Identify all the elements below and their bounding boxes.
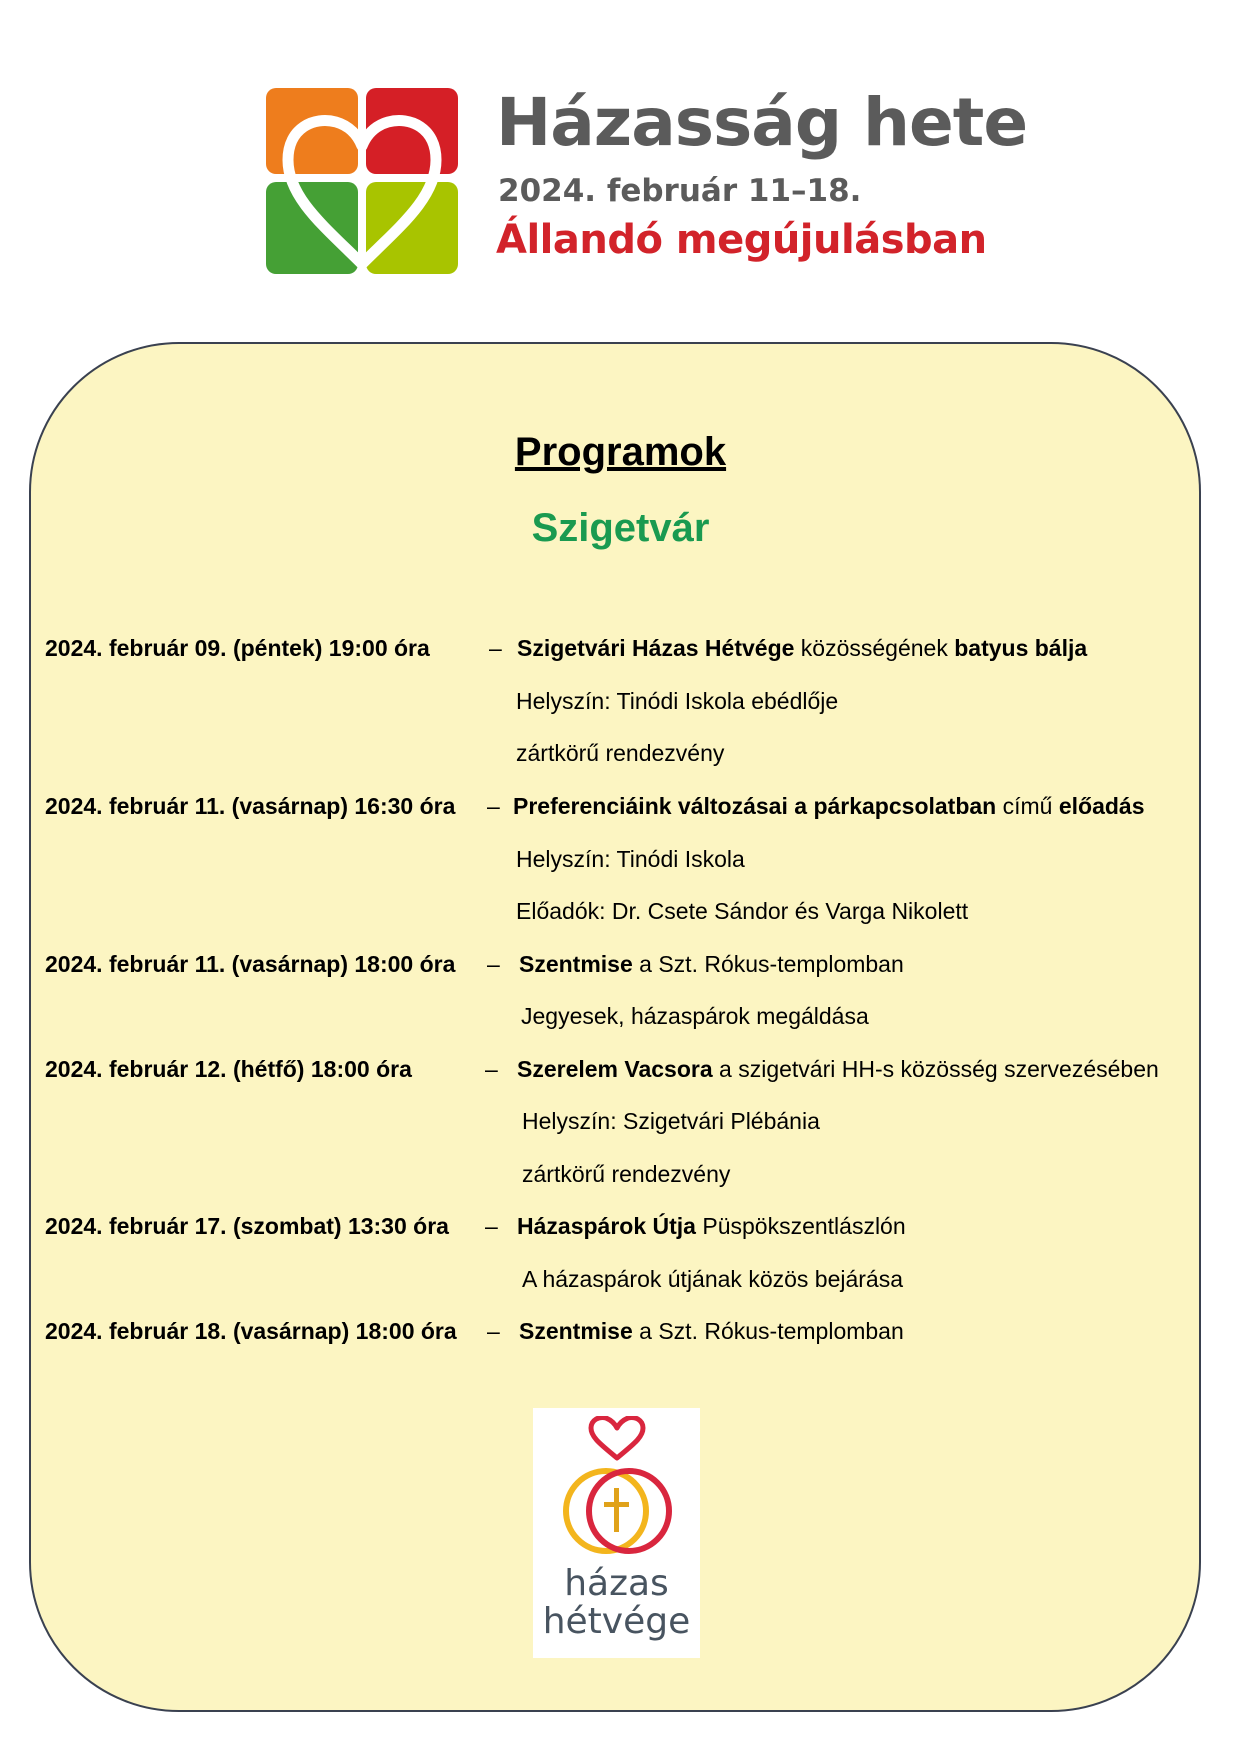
event-detail: Helyszín: Tinódi Iskola [516, 846, 745, 872]
event-title: Szentmise a Szt. Rókus-templomban [519, 951, 904, 977]
event-date: 2024. február 18. (vasárnap) 18:00 óra [45, 1318, 457, 1344]
event-date: 2024. február 09. (péntek) 19:00 óra [45, 635, 430, 661]
event-date: 2024. február 12. (hétfő) 18:00 óra [45, 1056, 412, 1082]
event-title: Preferenciáink változásai a párkapcsolatban című előadás [513, 793, 1145, 819]
heart-rings-cross-icon [551, 1416, 683, 1566]
event-title: Szentmise a Szt. Rókus-templomban [519, 1318, 904, 1344]
event-date: 2024. február 17. (szombat) 13:30 óra [45, 1213, 449, 1239]
programs-title: Programok [514, 430, 727, 474]
event-detail: Helyszín: Szigetvári Plébánia [522, 1108, 820, 1134]
event-detail: A házaspárok útjának közös bejárása [522, 1266, 904, 1292]
event-dash: – [485, 1056, 498, 1082]
header-dates: 2024. február 11–18. [498, 173, 862, 209]
header-motto: Állandó megújulásban [496, 217, 987, 263]
event-title: Szigetvári Házas Hétvége közösségének batyus bálja [517, 635, 1088, 661]
logo-word-hetvege: hétvége [542, 1601, 691, 1642]
event-dash: – [487, 951, 500, 977]
event-date: 2024. február 11. (vasárnap) 16:30 óra [45, 793, 456, 819]
event-date: 2024. február 11. (vasárnap) 18:00 óra [45, 951, 456, 977]
event-dash: – [489, 635, 502, 661]
city-title: Szigetvár [531, 506, 710, 550]
event-title: Házaspárok Útja Püspökszentlászlón [517, 1213, 906, 1239]
event-dash: – [487, 1318, 500, 1344]
logo-word-hazas: házas [564, 1563, 669, 1604]
event-detail: Helyszín: Tinódi Iskola ebédlője [516, 688, 839, 714]
event-dash: – [487, 793, 500, 819]
event-title: Szerelem Vacsora a szigetvári HH-s közösség szervezésében [517, 1056, 1159, 1082]
header-logo [266, 84, 1028, 278]
event-detail: zártkörű rendezvény [522, 1161, 731, 1187]
event-dash: – [485, 1213, 498, 1239]
heart-cross-logo-icon [266, 88, 458, 274]
event-detail: zártkörű rendezvény [516, 740, 725, 766]
event-detail: Előadók: Dr. Csete Sándor és Varga Nikolett [516, 898, 969, 924]
hazas-hetvege-logo [533, 1408, 700, 1658]
event-detail: Jegyesek, házaspárok megáldása [521, 1003, 869, 1029]
header-title: Házasság hete [496, 84, 1028, 161]
